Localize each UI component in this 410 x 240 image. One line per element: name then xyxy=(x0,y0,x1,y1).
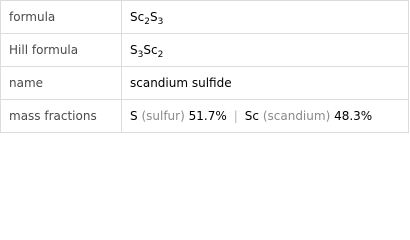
hill-formula-label: Hill formula xyxy=(1,34,122,67)
mass-fraction-percent: 48.3% xyxy=(334,109,373,123)
hill-formula-value xyxy=(122,34,409,67)
hill-formula-subscript: 3 xyxy=(137,50,144,60)
formula-row xyxy=(1,1,409,34)
hill-formula-row xyxy=(1,34,409,67)
mass-fractions-value xyxy=(122,100,409,133)
hill-formula-part: Sc xyxy=(143,43,158,57)
name-row xyxy=(1,67,409,100)
mass-fraction-element: (sulfur) xyxy=(141,109,185,123)
mass-fractions-row xyxy=(1,100,409,133)
mass-fraction-symbol: S xyxy=(130,109,138,123)
mass-fraction-percent: 51.7% xyxy=(188,109,227,123)
formula-subscript: 3 xyxy=(157,17,164,27)
mass-fraction-separator: | xyxy=(233,109,238,123)
mass-fractions-label: mass fractions xyxy=(1,100,122,133)
formula-part: Sc xyxy=(130,10,145,24)
mass-fraction-symbol: Sc xyxy=(244,109,259,123)
formula-subscript: 2 xyxy=(144,17,150,27)
name-label: name xyxy=(1,67,122,100)
formula-part: S xyxy=(149,10,158,24)
name-value: scandium sulfide xyxy=(122,67,409,100)
formula-value xyxy=(122,1,409,34)
hill-formula-part: S xyxy=(130,43,138,57)
mass-fraction-element: (scandium) xyxy=(262,109,331,123)
hill-formula-subscript: 2 xyxy=(157,50,164,60)
formula-label: formula xyxy=(1,1,122,34)
